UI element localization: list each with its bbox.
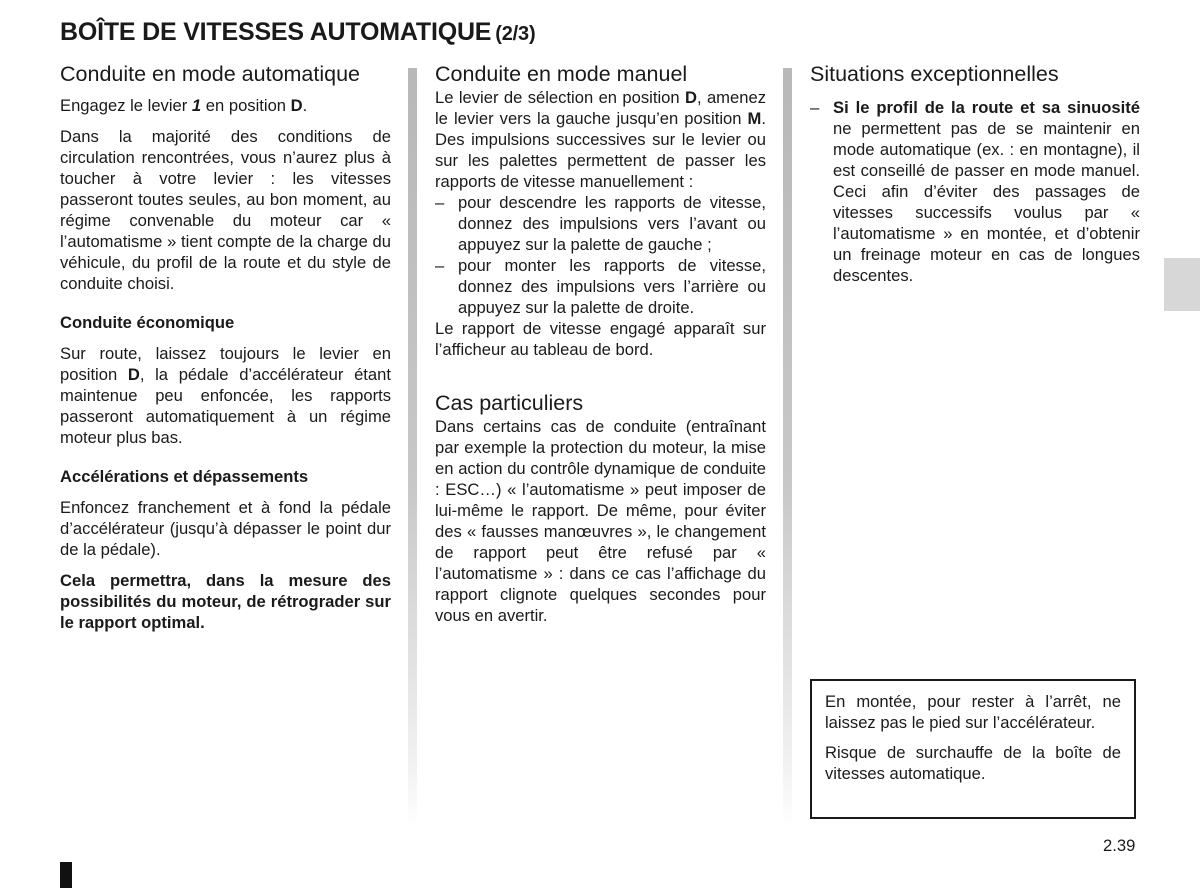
position-label: M <box>747 109 762 128</box>
page-number: 2.39 <box>1103 836 1136 855</box>
economic-paragraph <box>60 343 391 448</box>
intro-text-end: . <box>302 96 308 115</box>
column-automatic-mode <box>60 62 391 643</box>
list-item <box>435 192 766 255</box>
page-title <box>60 18 535 47</box>
subheading-economic-driving: Conduite économique <box>60 313 235 332</box>
page-title-suffix: (2/3) <box>495 23 536 45</box>
list-item-bold-text: Si le profil de la route et sa sinuosité <box>833 98 1140 117</box>
gear-display-paragraph: Le rapport de vitesse engagé apparaît sur l’afficheur au tableau de bord. <box>435 319 766 359</box>
column-divider <box>408 68 417 828</box>
manual-text: Le levier de sélection en position <box>435 88 685 107</box>
list-item <box>810 97 1140 286</box>
manual-text: . Des impulsions successives sur le levier ou sur les palettes permettent de passer les rapports de vitesse manuellement : <box>435 109 766 191</box>
position-label: D <box>684 88 697 107</box>
list-item <box>435 255 766 318</box>
column-manual-mode <box>435 62 766 636</box>
subheading-acceleration: Accélérations et dépassements <box>60 467 309 486</box>
shift-instructions-list <box>435 192 766 318</box>
section-tab-marker <box>1164 258 1200 311</box>
economic-text: Sur route, laissez toujours le levier en position <box>60 344 391 384</box>
intro-text-mid: en position <box>201 96 291 115</box>
column-exceptional-situations <box>810 62 1140 286</box>
intro-text: Engagez le levier <box>60 96 192 115</box>
manual-paragraph <box>435 87 766 192</box>
economic-text-end: , la pédale d’accélérateur étant maintenue peu enfoncée, les rapports passeront automatiquement à un régime moteur plus bas. <box>60 365 391 447</box>
list-item-text: ne permettent pas de se maintenir en mode automatique (ex. : en montagne), il est conseillé de passer en mode manuel. Ceci afin d’éviter des passages de vitesses successifs voulus par « l’automatisme » en montée, et d’obtenir un freinage moteur en cas de longues descentes. <box>833 119 1140 285</box>
column-divider <box>783 68 792 828</box>
dash-bullet: – <box>435 193 445 212</box>
dash-bullet: – <box>435 256 445 275</box>
lever-number: 1 <box>191 96 202 115</box>
section-heading-automatic-mode: Conduite en mode automatique <box>60 62 361 86</box>
page-title-text: BOÎTE DE VITESSES AUTOMATIQUE <box>60 18 492 46</box>
warning-note-box <box>810 679 1136 819</box>
acceleration-paragraph: Enfoncez franchement et à fond la pédale d’accélérateur (jusqu’à dépasser le point dur de la pédale). <box>60 498 391 559</box>
corner-crop-mark <box>60 862 72 888</box>
note-paragraph: Risque de surchauffe de la boîte de vitesses automatique. <box>825 743 1121 783</box>
list-item-text: pour monter les rapports de vitesse, donnez des impulsions vers l’arrière ou appuyez sur la palette de droite. <box>458 256 766 317</box>
intro-paragraph <box>60 95 391 116</box>
exceptional-list <box>810 97 1140 286</box>
section-heading-special-cases: Cas particuliers <box>435 391 584 415</box>
acceleration-bold-paragraph: Cela permettra, dans la mesure des possibilités du moteur, de rétrograder sur le rapport optimal. <box>60 571 391 632</box>
note-paragraph: En montée, pour rester à l’arrêt, ne laissez pas le pied sur l’accélérateur. <box>825 692 1121 732</box>
manual-text: , amenez le levier vers la gauche jusqu’en position <box>435 88 766 128</box>
list-item-text: pour descendre les rapports de vitesse, donnez des impulsions vers l’avant ou appuyez sur la palette de gauche ; <box>458 193 766 254</box>
section-heading-exceptional-situations: Situations exceptionnelles <box>810 62 1059 86</box>
special-cases-paragraph: Dans certains cas de conduite (entraînant par exemple la protection du moteur, la mise en action du contrôle dynamique de conduite : ESC…) « l’automatisme » peut imposer de lui-même le rapport. De même, pour éviter des « fausses manœuvres », le changement de rapport peut être refusé par « l’automatisme » : dans ce cas l’affichage du rapport clignote quelques secondes pour vous en avertir. <box>435 417 766 625</box>
section-heading-manual-mode: Conduite en mode manuel <box>435 62 688 86</box>
position-label: D <box>290 96 303 115</box>
dash-bullet: – <box>810 98 820 117</box>
position-label: D <box>127 365 140 384</box>
automatic-paragraph: Dans la majorité des conditions de circulation rencontrées, vous n’aurez plus à toucher à votre levier : les vitesses passeront toutes seules, au bon moment, au régime convenable du moteur car « l’automatisme » tient compte de la charge du véhicule, du profil de la route et du style de conduite choisi. <box>60 127 391 293</box>
